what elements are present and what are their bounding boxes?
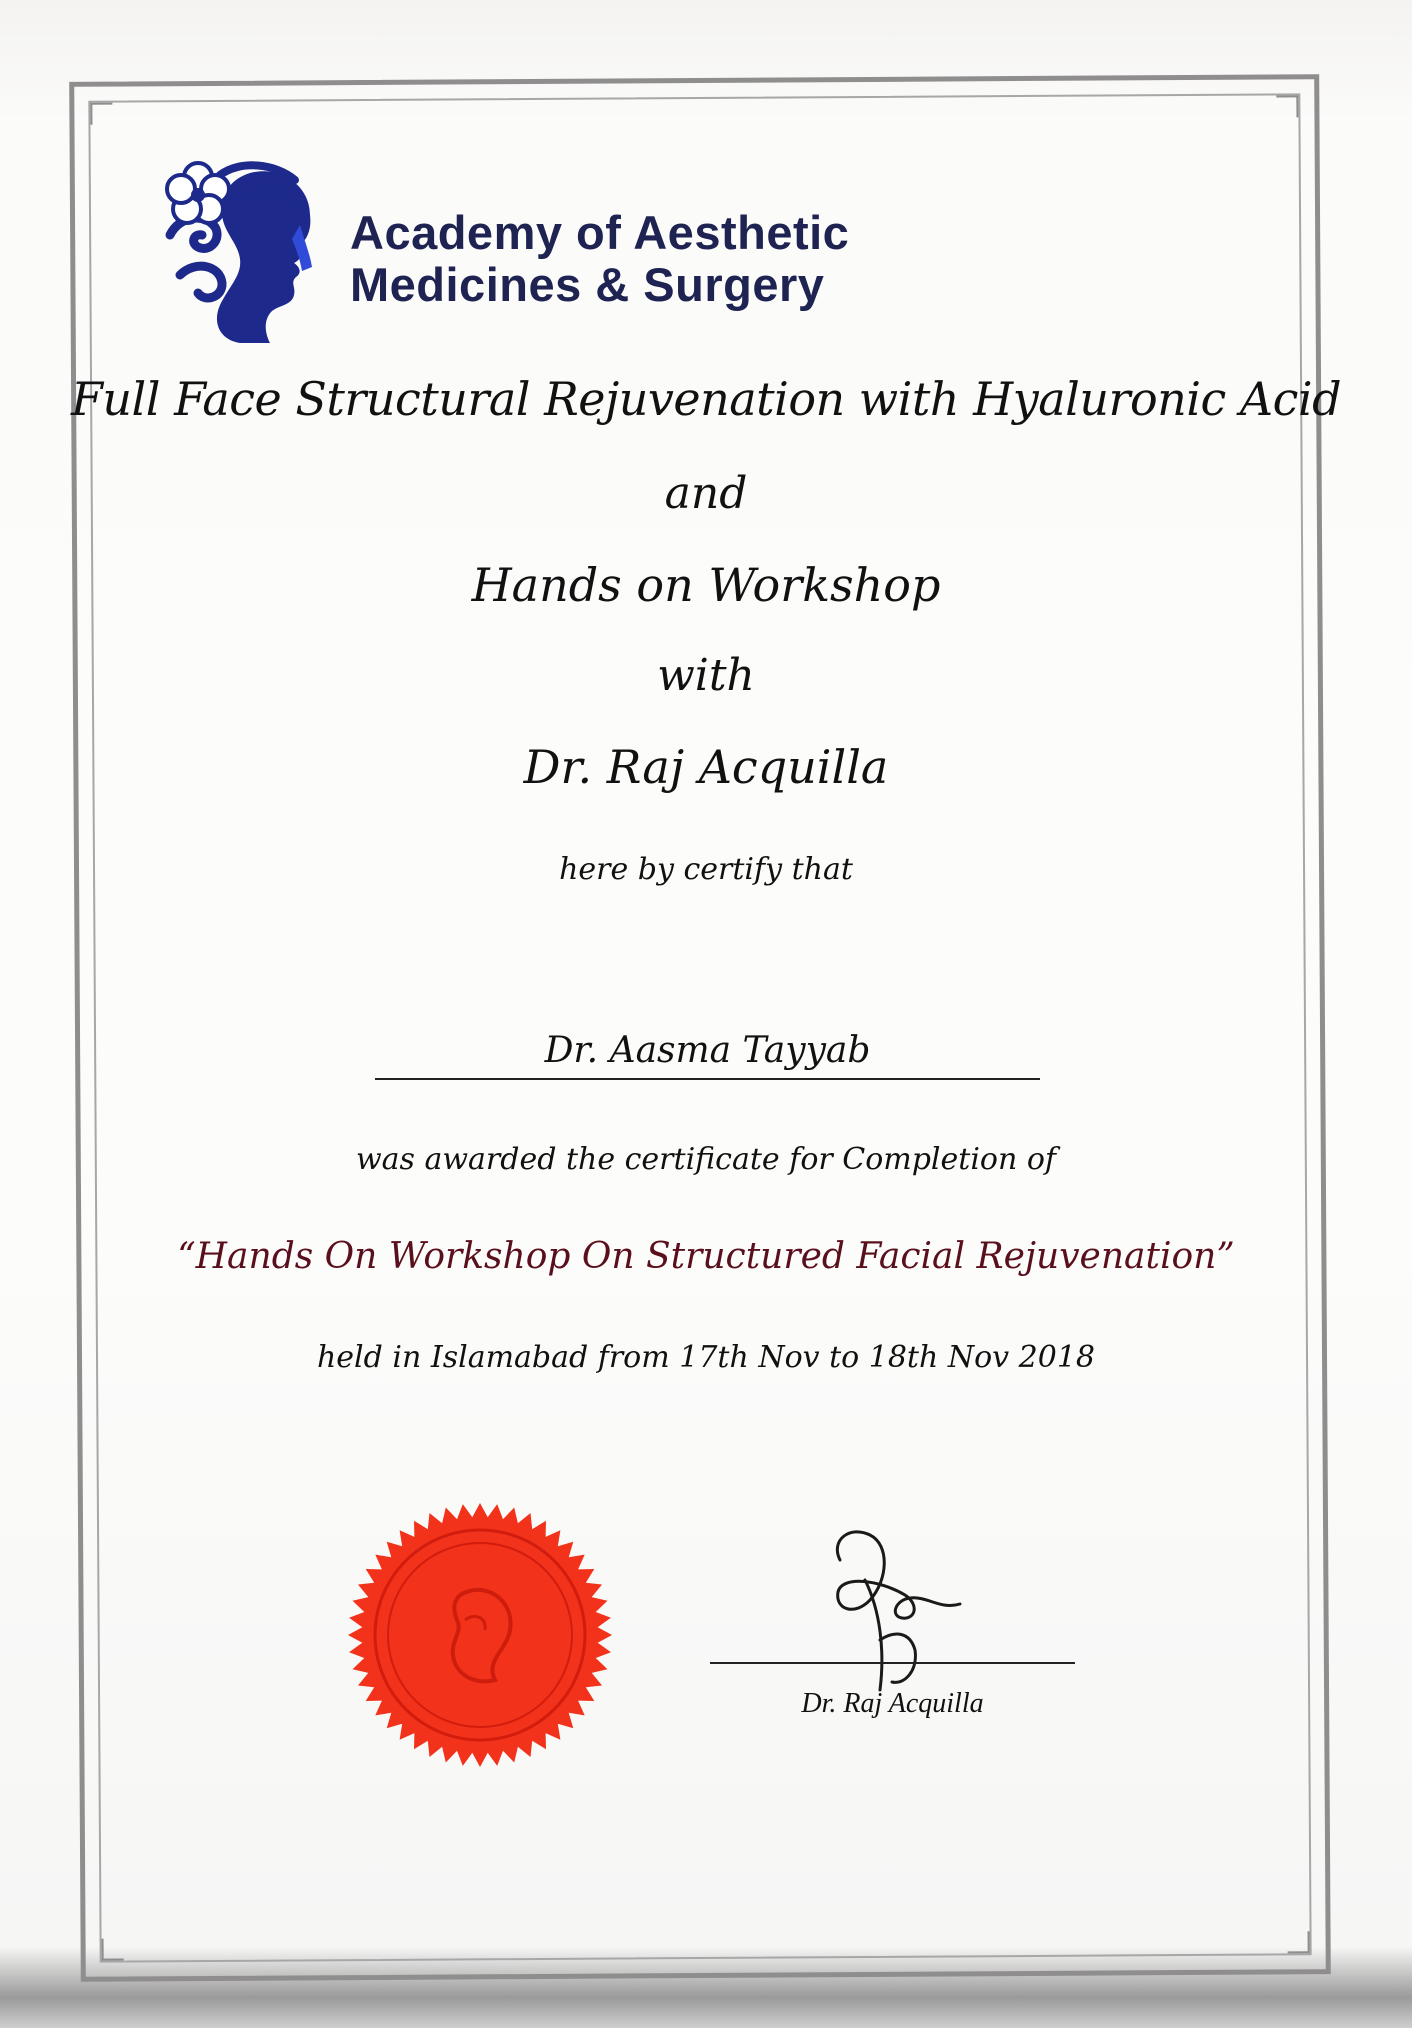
- signature-line: [710, 1662, 1075, 1664]
- academy-name-line-2: Medicines & Surgery: [350, 258, 825, 311]
- awarded-statement: was awarded the certificate for Completion of: [355, 1142, 1057, 1177]
- corner-ornament-bottom-right: [1288, 1931, 1310, 1953]
- corner-ornament-top-left: [90, 103, 112, 125]
- workshop-heading: Hands on Workshop: [471, 558, 941, 612]
- connector-and: and: [664, 468, 748, 519]
- trainer-name: Dr. Raj Acquilla: [523, 740, 889, 794]
- program-title: Full Face Structural Rejuvenation with Hyaluronic Acid: [70, 372, 1342, 426]
- signatory-name: Dr. Raj Acquilla: [801, 1688, 984, 1719]
- academy-name-line-1: Academy of Aesthetic: [350, 206, 850, 259]
- academy-logo: [160, 155, 860, 345]
- recipient-name: Dr. Aasma Tayyab: [544, 1030, 871, 1071]
- red-wax-seal-icon: [345, 1500, 615, 1770]
- signature-icon: [810, 1520, 980, 1700]
- connector-with: with: [657, 650, 755, 701]
- recipient-underline: [375, 1078, 1040, 1080]
- academy-name: [350, 207, 849, 311]
- certify-statement: here by certify that: [559, 852, 853, 887]
- corner-ornament-top-right: [1276, 95, 1298, 117]
- event-location-dates: held in Islamabad from 17th Nov to 18th Nov 2018: [316, 1340, 1095, 1375]
- corner-ornament-bottom-left: [102, 1939, 124, 1961]
- woman-profile-flower-icon: [160, 155, 330, 345]
- certificate-border: [69, 74, 1331, 1982]
- course-title: “Hands On Workshop On Structured Facial Rejuvenation”: [177, 1236, 1235, 1277]
